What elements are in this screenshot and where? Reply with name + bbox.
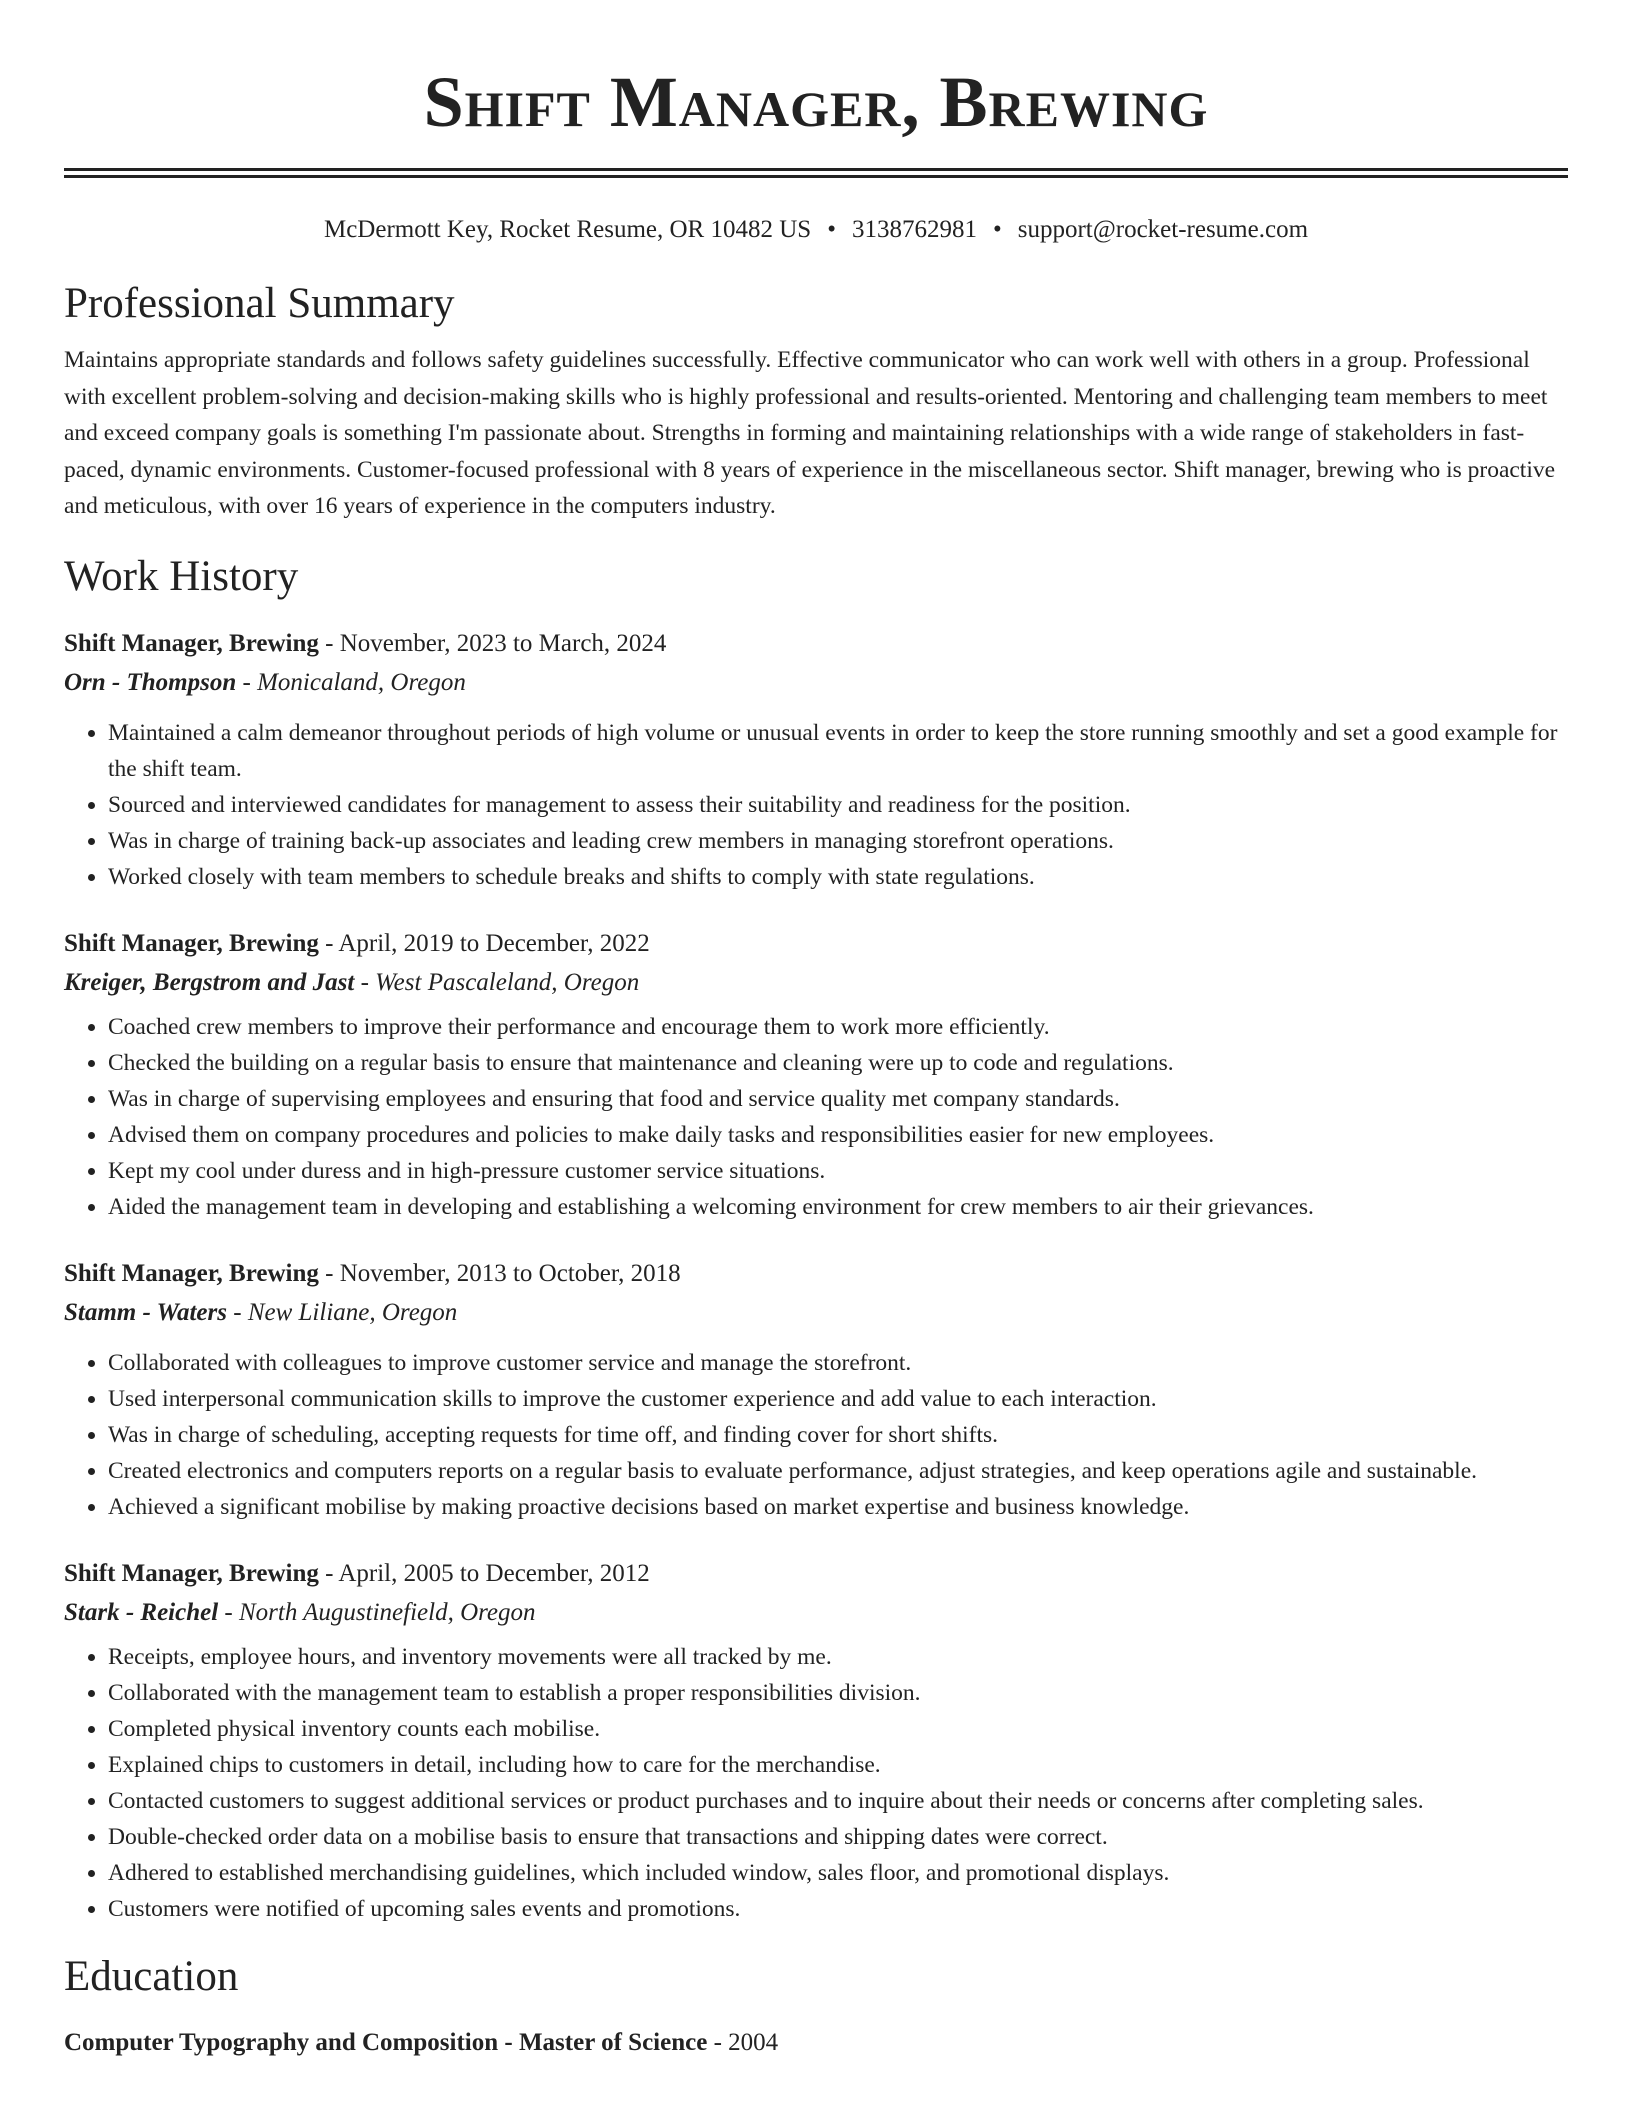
job-entry — [64, 625, 1568, 895]
job-dates: - November, 2013 to October, 2018 — [318, 1259, 681, 1287]
duty-item: • Was in charge of training back-up associates and leading crew members in managing storefront operations. — [108, 823, 1568, 859]
contact-line — [64, 214, 1568, 246]
contact-address: McDermott Key, Rocket Resume, OR 10482 US — [323, 216, 812, 243]
duty-item: • Receipts, employee hours, and inventory movements were all tracked by me. — [108, 1639, 1568, 1675]
job-dates: - April, 2019 to December, 2022 — [318, 929, 650, 957]
job-title: Shift Manager, Brewing — [64, 929, 319, 957]
duty-item: • Sourced and interviewed candidates for management to assess their suitability and readiness for the position. — [108, 787, 1568, 823]
company-name: Stark - Reichel — [64, 1598, 219, 1626]
company-name: Stamm - Waters — [64, 1298, 227, 1326]
contact-email: support@rocket-resume.com — [1017, 216, 1309, 243]
duty-list — [64, 715, 1568, 895]
job-title-line — [64, 1255, 1568, 1293]
company-line — [64, 963, 1568, 1003]
work-history-heading: Work History — [64, 552, 299, 600]
duty-list — [64, 1009, 1568, 1225]
duty-list — [64, 1345, 1568, 1525]
duty-item: • Checked the building on a regular basis to ensure that maintenance and cleaning were up to code and regulations. — [108, 1045, 1568, 1081]
company-line — [64, 1593, 1568, 1633]
company-line — [64, 1293, 1568, 1333]
duty-item: • Maintained a calm demeanor throughout periods of high volume or unusual events in order to keep the store running smoothly and set a good example for the shift team. — [108, 715, 1568, 787]
job-entry — [64, 1255, 1568, 1525]
duty-item: • Created electronics and computers reports on a regular basis to evaluate performance, adjust strategies, and keep operations agile and sustainable. — [108, 1453, 1568, 1489]
duty-item: • Was in charge of scheduling, accepting requests for time off, and finding cover for short shifts. — [108, 1417, 1568, 1453]
job-title: Shift Manager, Brewing — [64, 1559, 319, 1587]
duty-item: • Customers were notified of upcoming sales events and promotions. — [108, 1891, 1568, 1927]
duty-item: • Advised them on company procedures and policies to make daily tasks and responsibilities easier for new employees. — [108, 1117, 1568, 1153]
company-location: - North Augustinefield, Oregon — [218, 1598, 536, 1626]
contact-phone: 3138762981 — [851, 216, 977, 243]
summary-text: Maintains appropriate standards and follows safety guidelines successfully. Effective communicator who can work well with others in a group. Professional with excellent problem-solving and decision-making skills who is highly professional and results-oriented. Mentoring and challenging team members to meet and exceed company goals is something I'm passionate about. Strengths in forming and maintaining relationships with a wide range of stakeholders in fast-paced, dynamic environments. Customer-focused professional with 8 years of experience in the miscellaneous sector. Shift manager, brewing who is proactive and meticulous, with over 16 years of experience in the computers industry. — [64, 347, 1556, 519]
summary-heading: Professional Summary — [64, 280, 455, 327]
company-location: - West Pascaleland, Oregon — [354, 968, 640, 996]
company-name: Kreiger, Bergstrom and Jast — [64, 968, 355, 996]
company-location: - New Liliane, Oregon — [227, 1298, 458, 1326]
resume-title: Shift Manager, Brewing — [423, 62, 1209, 142]
job-title: Shift Manager, Brewing — [64, 1259, 319, 1287]
duty-item: • Used interpersonal communication skills to improve the customer experience and add value to each interaction. — [108, 1381, 1568, 1417]
duty-item: • Collaborated with the management team to establish a proper responsibilities division. — [108, 1675, 1568, 1711]
job-dates: - November, 2023 to March, 2024 — [318, 629, 667, 657]
duty-item: • Aided the management team in developing and establishing a welcoming environment for crew members to air their grievances. — [108, 1189, 1568, 1225]
duty-item: • Worked closely with team members to schedule breaks and shifts to comply with state regulations. — [108, 859, 1568, 895]
job-entry — [64, 1555, 1568, 1927]
job-entry — [64, 925, 1568, 1225]
duty-item: • Coached crew members to improve their performance and encourage them to work more efficiently. — [108, 1009, 1568, 1045]
education-degree: Computer Typography and Composition - Master of Science — [64, 2028, 708, 2056]
duty-list — [64, 1639, 1568, 1927]
title-divider — [64, 168, 1568, 178]
company-name: Orn - Thompson — [64, 668, 237, 696]
job-dates: - April, 2005 to December, 2012 — [318, 1559, 650, 1587]
duty-item: • Kept my cool under duress and in high-pressure customer service situations. — [108, 1153, 1568, 1189]
duty-item: • Double-checked order data on a mobilise basis to ensure that transactions and shipping dates were correct. — [108, 1819, 1568, 1855]
job-title-line — [64, 625, 1568, 663]
job-title: Shift Manager, Brewing — [64, 629, 319, 657]
education-year: - 2004 — [707, 2028, 779, 2056]
duty-item: • Completed physical inventory counts each mobilise. — [108, 1711, 1568, 1747]
duty-item: • Was in charge of supervising employees and ensuring that food and service quality met company standards. — [108, 1081, 1568, 1117]
company-line — [64, 663, 1568, 703]
contact-separator: • — [827, 216, 836, 243]
duty-item: • Explained chips to customers in detail, including how to care for the merchandise. — [108, 1747, 1568, 1783]
duty-item: • Adhered to established merchandising guidelines, which included window, sales floor, and promotional displays. — [108, 1855, 1568, 1891]
job-title-line — [64, 925, 1568, 963]
education-entry — [64, 2025, 1568, 2061]
education-heading: Education — [64, 1952, 239, 2000]
duty-item: • Contacted customers to suggest additional services or product purchases and to inquire about their needs or concerns after completing sales. — [108, 1783, 1568, 1819]
contact-separator: • — [992, 216, 1002, 243]
company-location: - Monicaland, Oregon — [236, 668, 466, 696]
job-title-line — [64, 1555, 1568, 1593]
duty-item: • Achieved a significant mobilise by making proactive decisions based on market expertise and business knowledge. — [108, 1489, 1568, 1525]
duty-item: • Collaborated with colleagues to improve customer service and manage the storefront. — [108, 1345, 1568, 1381]
